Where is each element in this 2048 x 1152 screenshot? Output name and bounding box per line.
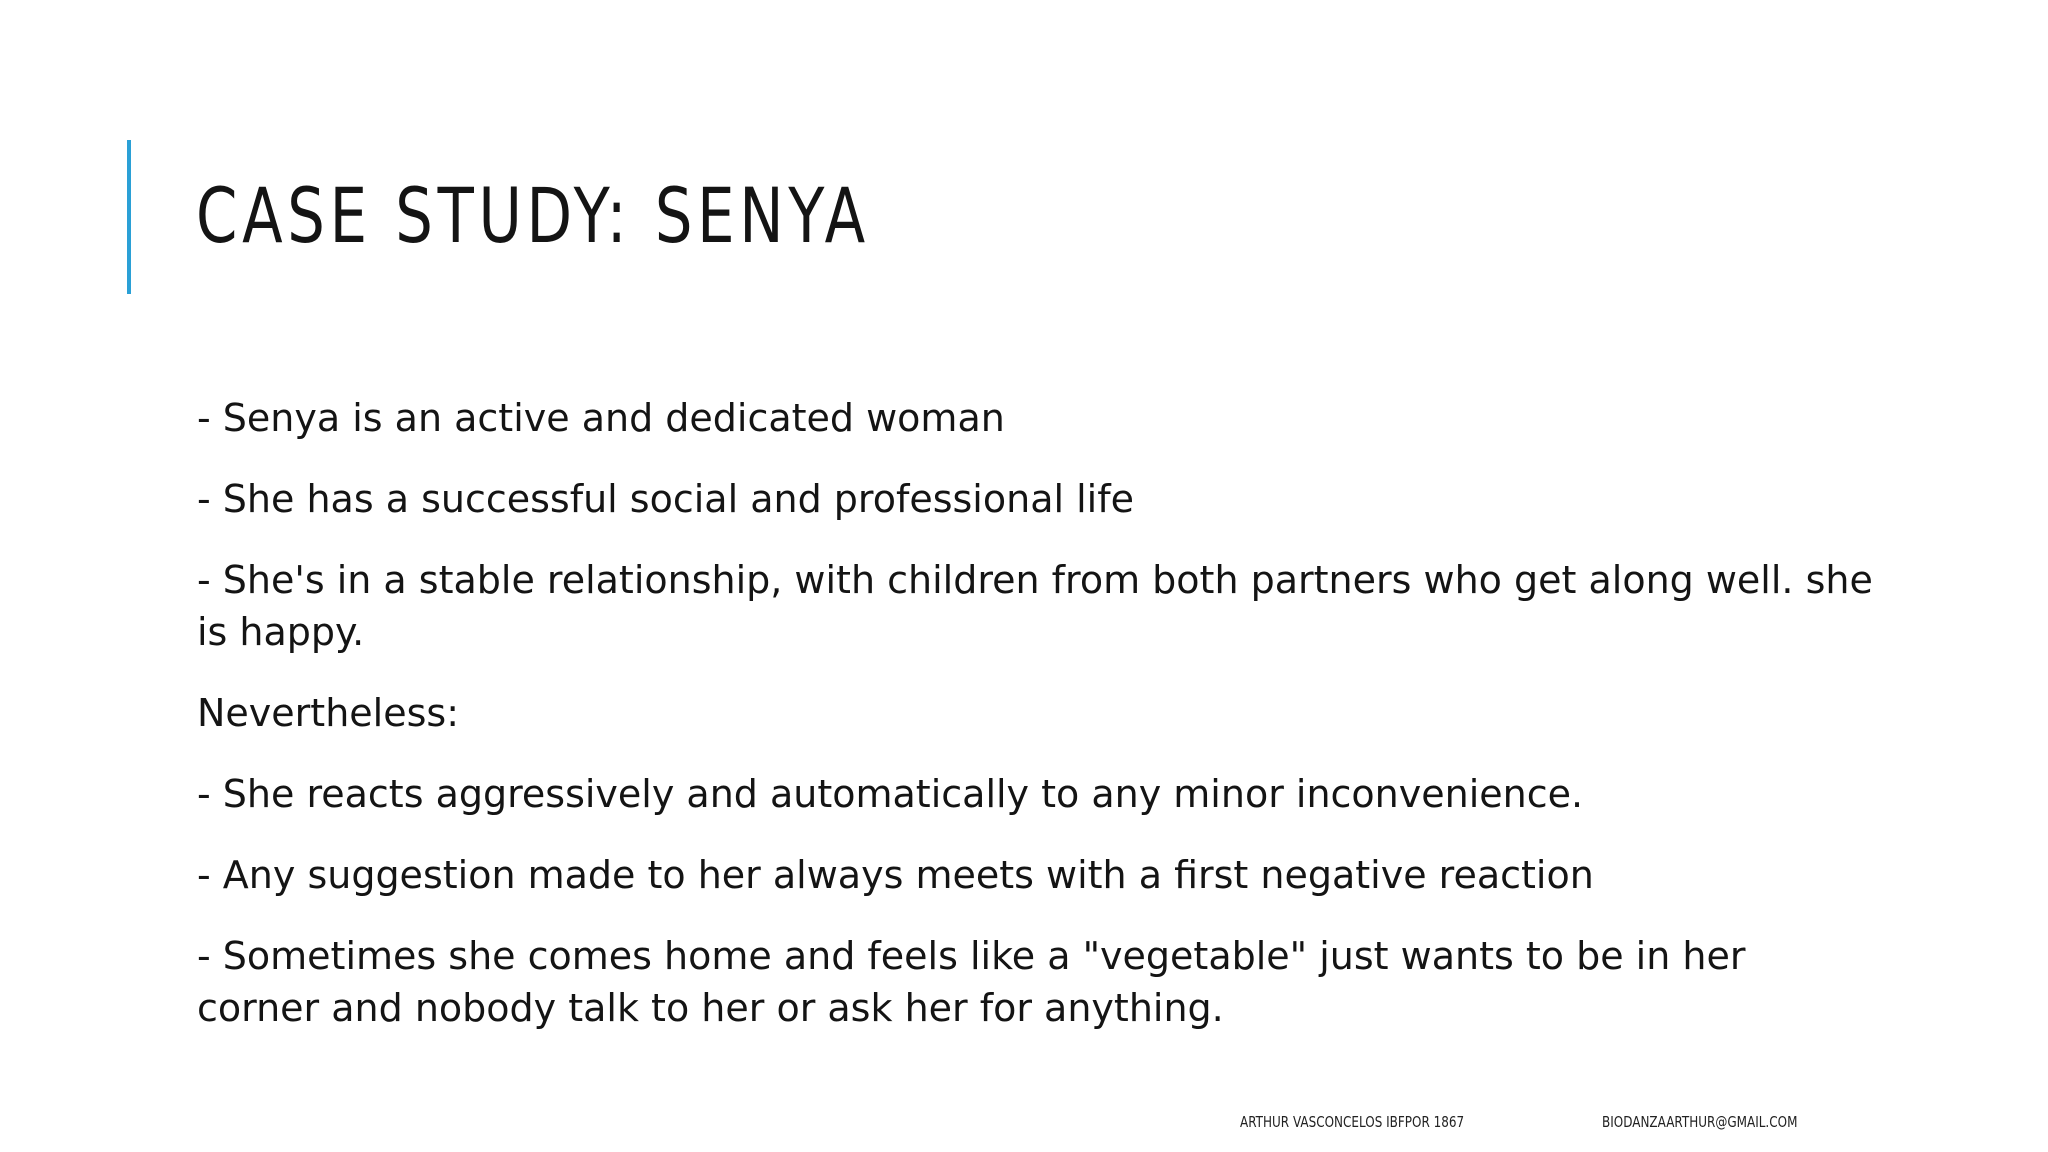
body-paragraph: Nevertheless: [197, 691, 459, 735]
body-paragraph: - Any suggestion made to her always meets with a first negative reaction [197, 853, 1594, 897]
footer-author: ARTHUR VASCONCELOS IBFPOR 1867 [1240, 1113, 1465, 1131]
footer-email: BIODANZAARTHUR@GMAIL.COM [1602, 1113, 1798, 1131]
body-paragraph: - She reacts aggressively and automatically to any minor inconvenience. [197, 772, 1584, 816]
body-paragraph: - Senya is an active and dedicated woman [197, 396, 1005, 440]
slide-body [197, 392, 1877, 1063]
title-accent-bar [127, 140, 131, 294]
slide-title: CASE STUDY: SENYA [196, 171, 870, 260]
body-paragraph: - She's in a stable relationship, with children from both partners who get along well. she is happy. [197, 558, 1873, 654]
body-paragraph: - Sometimes she comes home and feels like a "vegetable" just wants to be in her corner and nobody talk to her or ask her for anything. [197, 934, 1746, 1030]
body-paragraph: - She has a successful social and professional life [197, 477, 1134, 521]
